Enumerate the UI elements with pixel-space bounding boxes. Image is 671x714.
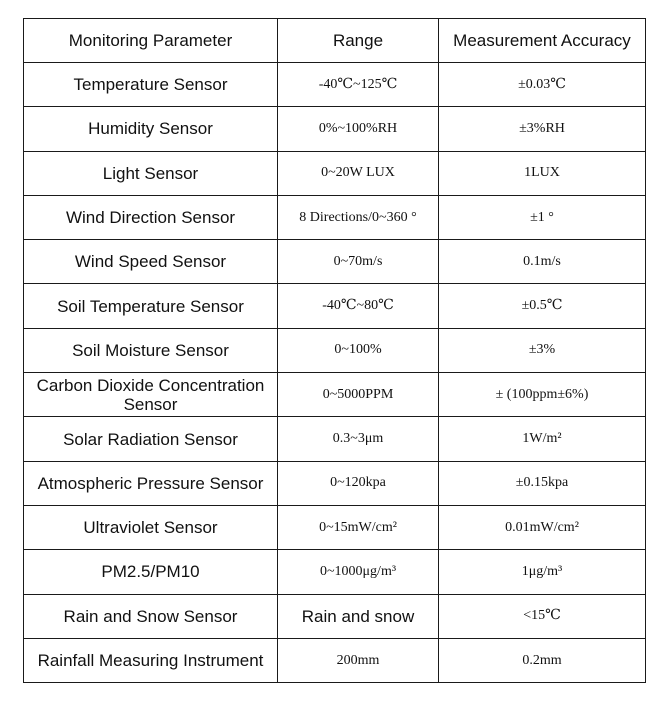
table-row <box>24 151 646 195</box>
cell-parameter: Solar Radiation Sensor <box>24 417 278 461</box>
cell-accuracy: ±3%RH <box>439 107 646 151</box>
table-row <box>24 461 646 505</box>
table-row <box>24 417 646 461</box>
table-row <box>24 240 646 284</box>
header-measurement-accuracy: Measurement Accuracy <box>439 19 646 63</box>
cell-range: 0~5000PPM <box>278 373 439 417</box>
table-row <box>24 63 646 107</box>
cell-parameter: Atmospheric Pressure Sensor <box>24 461 278 505</box>
cell-range: 0~100% <box>278 328 439 372</box>
cell-accuracy: 1W/m² <box>439 417 646 461</box>
table-header-row <box>24 19 646 63</box>
cell-range: 0~70m/s <box>278 240 439 284</box>
header-range: Range <box>278 19 439 63</box>
cell-accuracy: ±0.03℃ <box>439 63 646 107</box>
cell-parameter: PM2.5/PM10 <box>24 550 278 594</box>
cell-accuracy: ± (100ppm±6%) <box>439 373 646 417</box>
cell-range: -40℃~125℃ <box>278 63 439 107</box>
cell-range: 0~120kpa <box>278 461 439 505</box>
cell-range: 0%~100%RH <box>278 107 439 151</box>
cell-range: -40℃~80℃ <box>278 284 439 328</box>
cell-accuracy: ±0.15kpa <box>439 461 646 505</box>
table-row <box>24 373 646 417</box>
cell-parameter: Soil Moisture Sensor <box>24 328 278 372</box>
cell-range: 0~20W LUX <box>278 151 439 195</box>
cell-parameter: Wind Direction Sensor <box>24 195 278 239</box>
table-row <box>24 505 646 549</box>
cell-accuracy: 0.2mm <box>439 638 646 682</box>
table-row <box>24 107 646 151</box>
cell-range: 0~1000μg/m³ <box>278 550 439 594</box>
cell-parameter: Wind Speed Sensor <box>24 240 278 284</box>
cell-parameter: Carbon Dioxide Concentration Sensor <box>24 373 278 417</box>
cell-parameter: Temperature Sensor <box>24 63 278 107</box>
cell-accuracy: ±0.5℃ <box>439 284 646 328</box>
header-monitoring-parameter: Monitoring Parameter <box>24 19 278 63</box>
cell-parameter: Rain and Snow Sensor <box>24 594 278 638</box>
cell-range: 0~15mW/cm² <box>278 505 439 549</box>
cell-accuracy: ±1 ° <box>439 195 646 239</box>
cell-accuracy: 1LUX <box>439 151 646 195</box>
cell-range: Rain and snow <box>278 594 439 638</box>
cell-range: 0.3~3μm <box>278 417 439 461</box>
cell-range: 8 Directions/0~360 ° <box>278 195 439 239</box>
cell-parameter: Humidity Sensor <box>24 107 278 151</box>
spec-sheet <box>23 18 646 683</box>
cell-accuracy: 1μg/m³ <box>439 550 646 594</box>
table-row <box>24 638 646 682</box>
cell-accuracy: 0.1m/s <box>439 240 646 284</box>
cell-accuracy: <15℃ <box>439 594 646 638</box>
table-row <box>24 594 646 638</box>
table-row <box>24 284 646 328</box>
cell-accuracy: 0.01mW/cm² <box>439 505 646 549</box>
table-row <box>24 195 646 239</box>
cell-parameter: Soil Temperature Sensor <box>24 284 278 328</box>
cell-parameter: Light Sensor <box>24 151 278 195</box>
cell-accuracy: ±3% <box>439 328 646 372</box>
sensor-spec-table <box>23 18 646 683</box>
cell-parameter: Rainfall Measuring Instrument <box>24 638 278 682</box>
table-row <box>24 550 646 594</box>
cell-parameter: Ultraviolet Sensor <box>24 505 278 549</box>
cell-range: 200mm <box>278 638 439 682</box>
table-row <box>24 328 646 372</box>
